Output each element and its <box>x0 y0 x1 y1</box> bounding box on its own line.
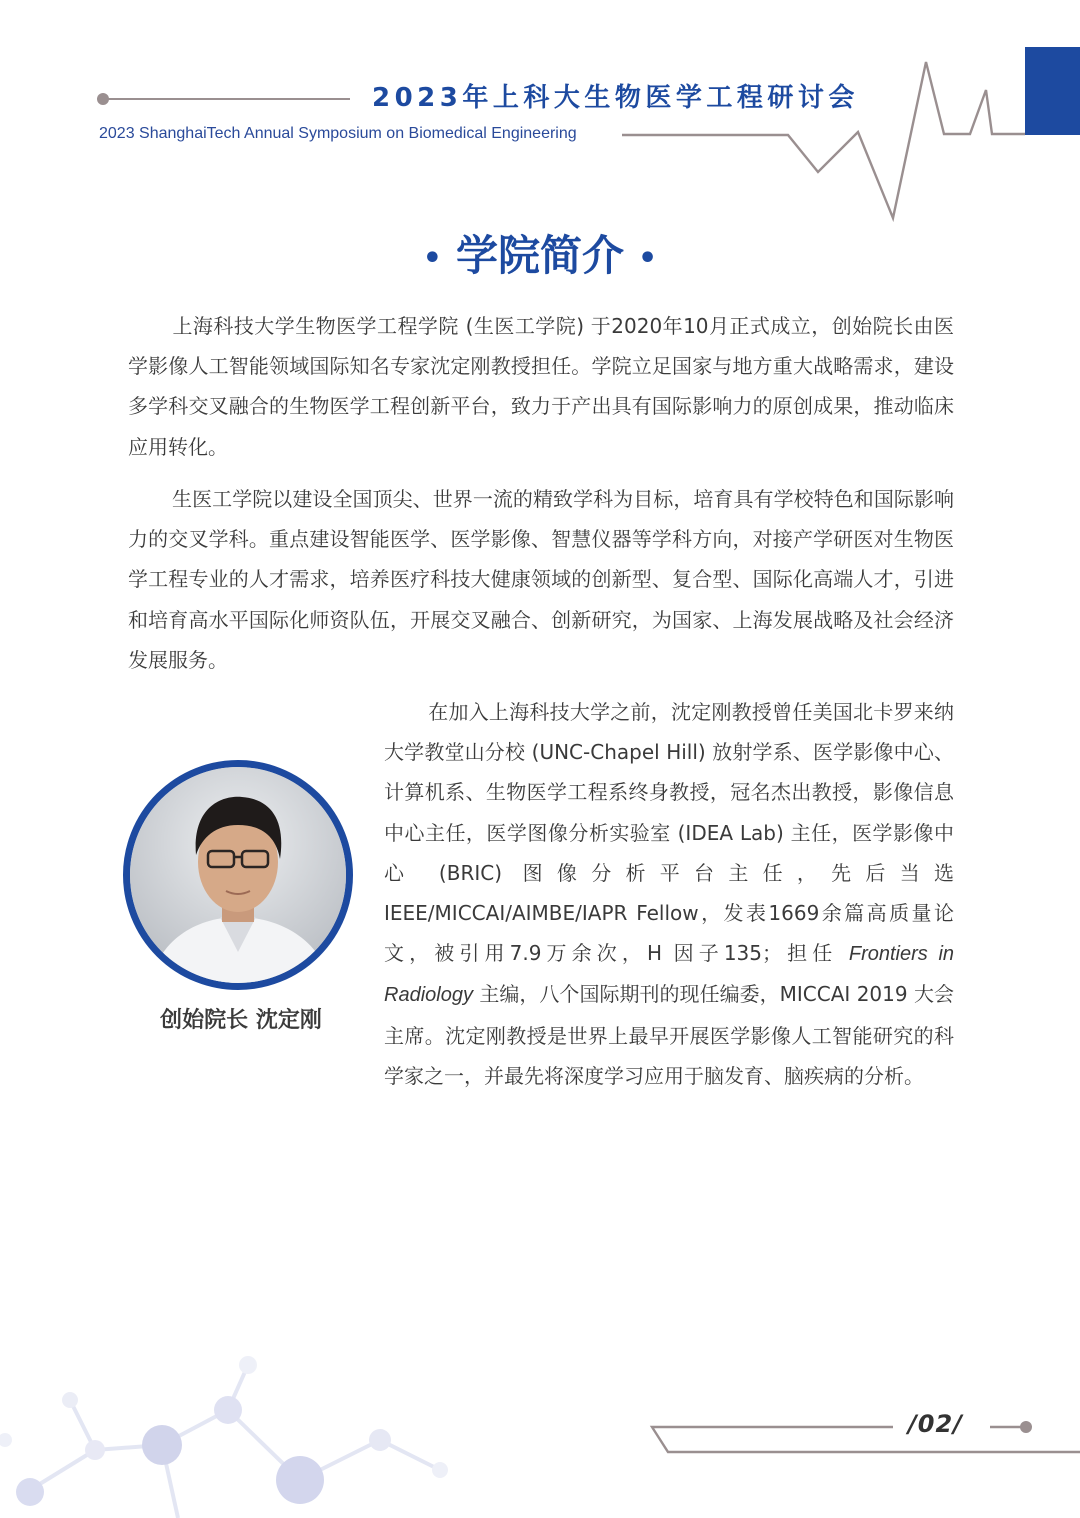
symposium-title-cn: 2023年上科大生物医学工程研讨会 <box>372 83 859 113</box>
heading-bullet-right: • <box>638 240 658 276</box>
bio-journal-name: Frontiers in Radiology <box>384 943 955 1007</box>
section-heading <box>0 226 1080 289</box>
intro-paragraph-1 <box>128 306 954 467</box>
bio-part-1: 在加入上海科技大学之前，沈定刚教授曾任美国北卡罗来纳大学教堂山分校 (UNC-Chapel Hill) 放射学系、医学影像中心、计算机系、生物医学工程系终身教授，冠名杰出教授，影像信息中心主任，医学图像分析实验室 (IDEA Lab) 主任，医学影像中心 (BRIC) 图像分析平台主任，先后当选 IEEE/MICCAI/AIMBE/IAPR Fellow，发表1669余篇高质量论文，被引用7.9万余次，H 因子135；担任 <box>384 700 954 966</box>
portrait-caption: 创始院长 沈定刚 <box>160 1008 322 1033</box>
portrait-illustration <box>130 767 346 983</box>
page-number: /02/ <box>908 1410 963 1438</box>
bio-part-2: 主编，八个国际期刊的现任编委，MICCAI 2019 大会主席。沈定刚教授是世界上最早开展医学影像人工智能研究的科学家之一，并最先将深度学习应用于脑发育、脑疾病的分析。 <box>384 982 954 1088</box>
intro-paragraph-2 <box>128 479 954 680</box>
dean-bio <box>384 692 954 1096</box>
intro-paragraph-2-text: 生医工学院以建设全国顶尖、世界一流的精致学科为目标，培育具有学校特色和国际影响力的交叉学科。重点建设智能医学、医学影像、智慧仪器等学科方向，对接产学研医对生物医学工程专业的人才需求，培养医疗科技大健康领域的创新型、复合型、国际化高端人才，引进和培育高水平国际化师资队伍，开展交叉融合、创新研究，为国家、上海发展战略及社会经济发展服务。 <box>128 487 954 672</box>
heading-bullet-left: • <box>422 240 442 276</box>
footer-rule <box>652 1427 1080 1452</box>
corner-block <box>1025 47 1080 135</box>
molecule-decoration <box>0 1356 448 1518</box>
dean-portrait <box>123 760 353 990</box>
symposium-title-en: 2023 ShanghaiTech Annual Symposium on Biomedical Engineering <box>99 125 577 142</box>
intro-paragraph-1-text: 上海科技大学生物医学工程学院 (生医工学院) 于2020年10月正式成立，创始院长由医学影像人工智能领域国际知名专家沈定刚教授担任。学院立足国家与地方重大战略需求，建设多学科交叉融合的生物医学工程创新平台，致力于产出具有国际影响力的原创成果，推动临床应用转化。 <box>128 314 954 459</box>
section-title-text: 学院简介 <box>455 231 624 280</box>
footer-dot <box>1020 1421 1032 1433</box>
